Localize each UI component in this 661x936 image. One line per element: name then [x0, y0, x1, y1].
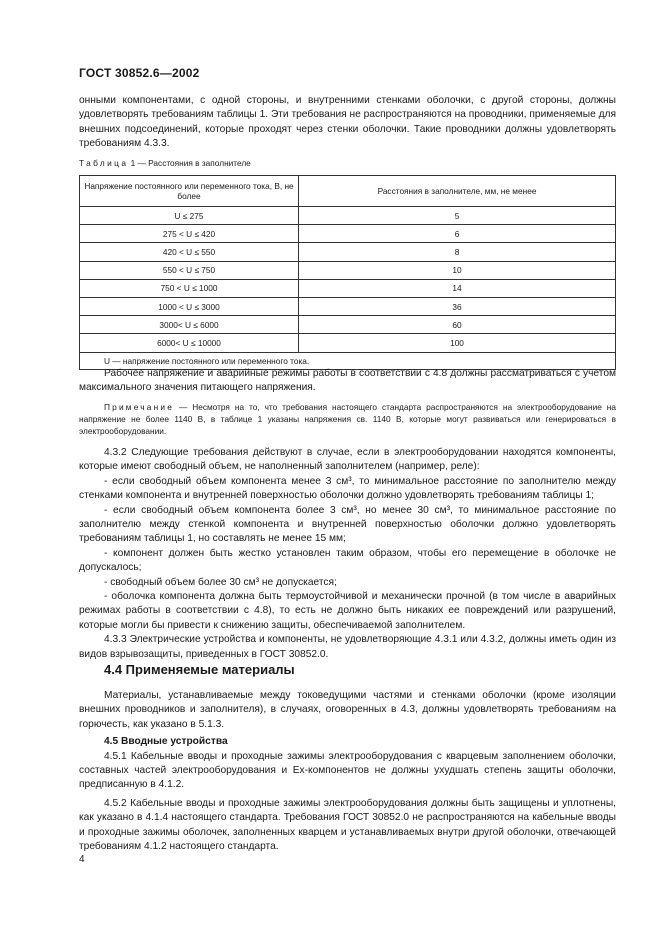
distance-cell: 10 — [299, 261, 616, 279]
voltage-cell: 550 < U ≤ 750 — [80, 261, 299, 279]
page-number: 4 — [79, 854, 85, 865]
voltage-cell: 3000< U ≤ 6000 — [80, 316, 299, 334]
table-row — [80, 316, 616, 334]
list-item: - если свободный объем компонента более 3 см³, но менее 30 см³, то минимальное расстояние по заполнителю между стенкой компонента и внутренней поверхностью оболочки должно удовлетворять требованиям таблицы 1, но составлять не менее 15 мм; — [79, 504, 616, 545]
table-caption-text: 1 — Расстояния в заполнителе — [128, 158, 251, 168]
section-4-3-2 — [79, 446, 616, 662]
distance-cell: 100 — [299, 334, 616, 352]
voltage-cell: 1000 < U ≤ 3000 — [80, 297, 299, 315]
after-table-section — [79, 367, 616, 396]
voltage-cell: 6000< U ≤ 10000 — [80, 334, 299, 352]
distance-cell: 5 — [299, 207, 616, 225]
distance-cell: 36 — [299, 297, 616, 315]
table-col-voltage: Напряжение постоянного или переменного тока, В, не более — [80, 176, 299, 207]
distance-cell: 6 — [299, 225, 616, 243]
note-text: — Несмотря на то, что требования настоящего стандарта распространяются на электрооборудование на напряжение не более 1140 В, в таблице 1 указаны напряжения св. 1140 В, которые могут развиваться или генерироваться в электрооборудовании. — [79, 402, 616, 436]
paragraph-4-4: Материалы, устанавливаемые между токоведущими частями и стенками оболочки (кроме изоляции внешних проводников и заполнителя), в случаях, оговоренных в 4.3, должны удовлетворять требованиям на горючесть, как указано в 5.1.3. — [79, 690, 616, 730]
table-row — [80, 225, 616, 243]
table-col-distance: Расстояния в заполнителе, мм, не менее — [299, 176, 616, 207]
table-row — [80, 243, 616, 261]
section-4-4-body — [79, 689, 616, 854]
document-header: ГОСТ 30852.6—2002 — [79, 66, 200, 80]
table-caption — [79, 158, 251, 168]
list-item: - если свободный объем компонента менее 3 см³, то минимальное расстояние по заполнителю между стенками компонента и внутренней поверхностью оболочки должно удовлетворять требованиям таблицы 1; — [79, 475, 616, 502]
table-row — [80, 279, 616, 297]
section-heading-4-4: 4.4 Применяемые материалы — [104, 662, 295, 677]
paragraph: 4.3.2 Следующие требования действуют в случае, если в электрооборудовании находятся компоненты, которые имеют свободный объем, не наполненный заполнителем (например, реле): — [79, 447, 616, 473]
paragraph-4-3-3: 4.3.3 Электрические устройства и компоненты, не удовлетворяющие 4.3.1 или 4.3.2, должны иметь один из видов взрывозащиты, приведенных в ГОСТ 30852.0. — [79, 634, 616, 660]
table-header-row — [80, 176, 616, 207]
paragraph-4-5-1: 4.5.1 Кабельные вводы и проходные зажимы электрооборудования с кварцевым заполнением оболочки, составных частей электрооборудования и Ex-компонентов не должны ухудшать степень защиты оболочки, предписанную в 4.1.2. — [79, 750, 616, 791]
list-item: - свободный объем более 30 см³ не допускается; — [104, 576, 337, 588]
note-label: Примечание — [104, 402, 175, 412]
distance-cell: 14 — [299, 279, 616, 297]
voltage-cell: U ≤ 275 — [80, 207, 299, 225]
distance-table — [79, 175, 616, 370]
table-row — [80, 207, 616, 225]
section-heading-4-5: 4.5 Вводные устройства — [104, 736, 228, 748]
table-footnote: U — напряжение постоянного или переменного тока. — [80, 352, 616, 369]
after-table-paragraph: Рабочее напряжение и аварийные режимы работы в соответствии с 4.8 должны рассматриваться с учетом максимального значения питающего напряжения. — [79, 368, 616, 394]
list-item: - компонент должен быть жестко установлен таким образом, чтобы его перемещение в оболочке не допускалось; — [79, 547, 616, 574]
table-caption-prefix: Таблица — [79, 158, 129, 168]
note-section — [79, 401, 616, 437]
table-row — [80, 334, 616, 352]
paragraph-4-5-2: 4.5.2 Кабельные вводы и проходные зажимы электрооборудования должны быть защищены и уплотнены, как указано в 4.1.4 настоящего стандарта. Требования ГОСТ 30852.0 не распространяются на кабельные вводы и проходные зажимы оболочек, заполненных кварцем и устанавливаемых внутри другой оболочки, отвечающей требованиям 4.1.2 настоящего стандарта. — [79, 797, 616, 853]
intro-paragraph: онными компонентами, с одной стороны, и внутренними стенками оболочки, с другой стороны, должны удовлетворять требованиям таблицы 1. Эти требования не распространяются на проводники, применяемые для внешних подсоединений, которые проходят через стенки оболочки. Такие проводники должны удовлетворять требованиям 4.3.3. — [79, 95, 616, 150]
list-item: - оболочка компонента должна быть термоустойчивой и механически прочной (в том числе в аварийных режимах работы в соответствии с 4.8), то есть не должно быть никаких ее повреждений или разрушений, которые могли бы привести к снижению защиты, обеспечиваемой заполнителем. — [79, 591, 616, 631]
distance-cell: 8 — [299, 243, 616, 261]
voltage-cell: 420 < U ≤ 550 — [80, 243, 299, 261]
table-row — [80, 261, 616, 279]
voltage-cell: 750 < U ≤ 1000 — [80, 279, 299, 297]
table-row — [80, 297, 616, 315]
note-paragraph — [79, 401, 616, 437]
distance-cell: 60 — [299, 316, 616, 334]
intro-section — [79, 94, 616, 152]
voltage-cell: 275 < U ≤ 420 — [80, 225, 299, 243]
